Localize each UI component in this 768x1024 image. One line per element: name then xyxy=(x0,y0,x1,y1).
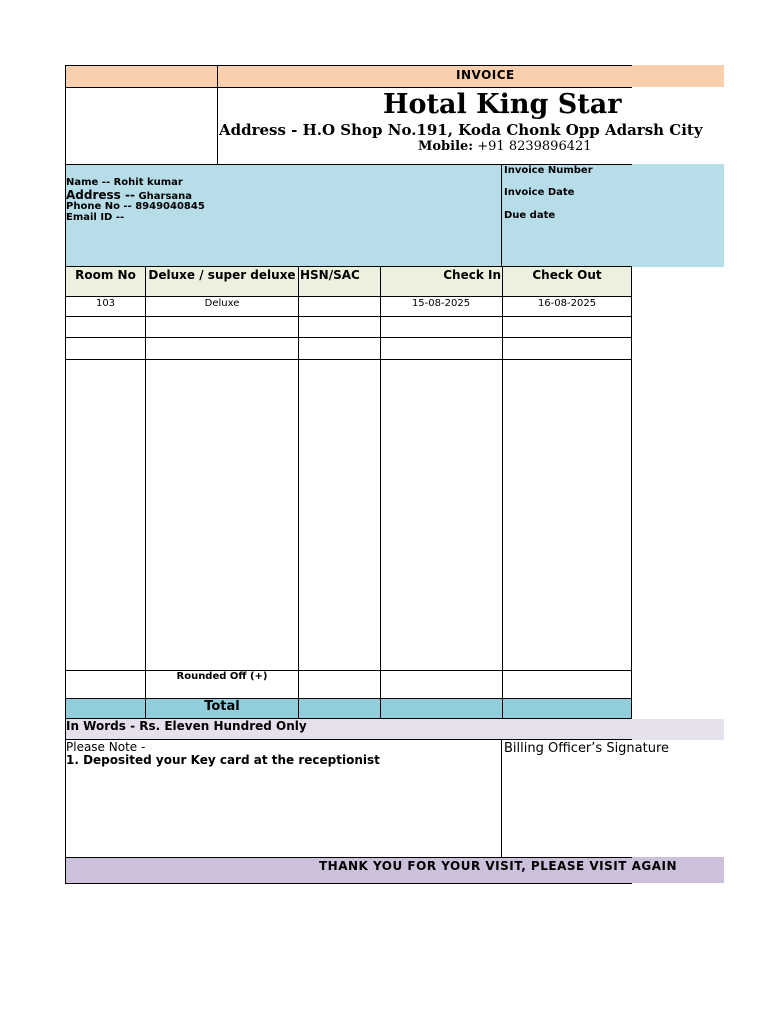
col-header-check-in: Check In xyxy=(380,267,502,297)
col-header-check-out: Check Out xyxy=(502,267,632,297)
hotel-name: Hotal King Star xyxy=(383,89,622,120)
notes-item-1: 1. Deposited your Key card at the receptionist xyxy=(66,753,380,767)
due-date-label: Due date xyxy=(504,210,556,221)
cell-room-no: 103 xyxy=(95,298,116,309)
customer-address-value: Gharsana xyxy=(138,191,193,202)
mobile-value: +91 8239896421 xyxy=(477,139,592,154)
cell-check-out: 16-08-2025 xyxy=(537,298,597,309)
col-header-hsn-sac: HSN/SAC xyxy=(298,267,380,297)
mobile-label: Mobile: xyxy=(418,139,474,154)
hotel-address: Address - H.O Shop No.191, Koda Chonk Opp Adarsh City xyxy=(219,121,703,139)
amount-in-words: In Words - Rs. Eleven Hundred Only xyxy=(66,719,307,733)
thank-you-message: THANK YOU FOR YOUR VISIT, PLEASE VISIT AGAIN xyxy=(319,859,678,873)
col-header-room-type: Deluxe / super deluxe xyxy=(146,267,298,297)
invoice-number-label: Invoice Number xyxy=(504,165,593,176)
notes-title: Please Note - xyxy=(66,740,146,754)
billing-officer-signature-label: Billing Officer’s Signature xyxy=(504,741,670,756)
rounded-off-label: Rounded Off (+) xyxy=(176,671,268,682)
cell-check-in: 15-08-2025 xyxy=(411,298,471,309)
customer-address-label: Address -- xyxy=(66,188,135,202)
invoice-date-label: Invoice Date xyxy=(504,187,575,198)
total-label: Total xyxy=(204,699,240,714)
col-header-room-no: Room No xyxy=(65,267,146,297)
customer-email: Email ID -- xyxy=(66,212,125,223)
customer-phone: Phone No -- 8949040845 xyxy=(66,201,205,212)
customer-name: Name -- Rohit kumar xyxy=(66,177,183,188)
cell-room-type: Deluxe xyxy=(204,298,240,309)
invoice-title: INVOICE xyxy=(456,68,515,82)
